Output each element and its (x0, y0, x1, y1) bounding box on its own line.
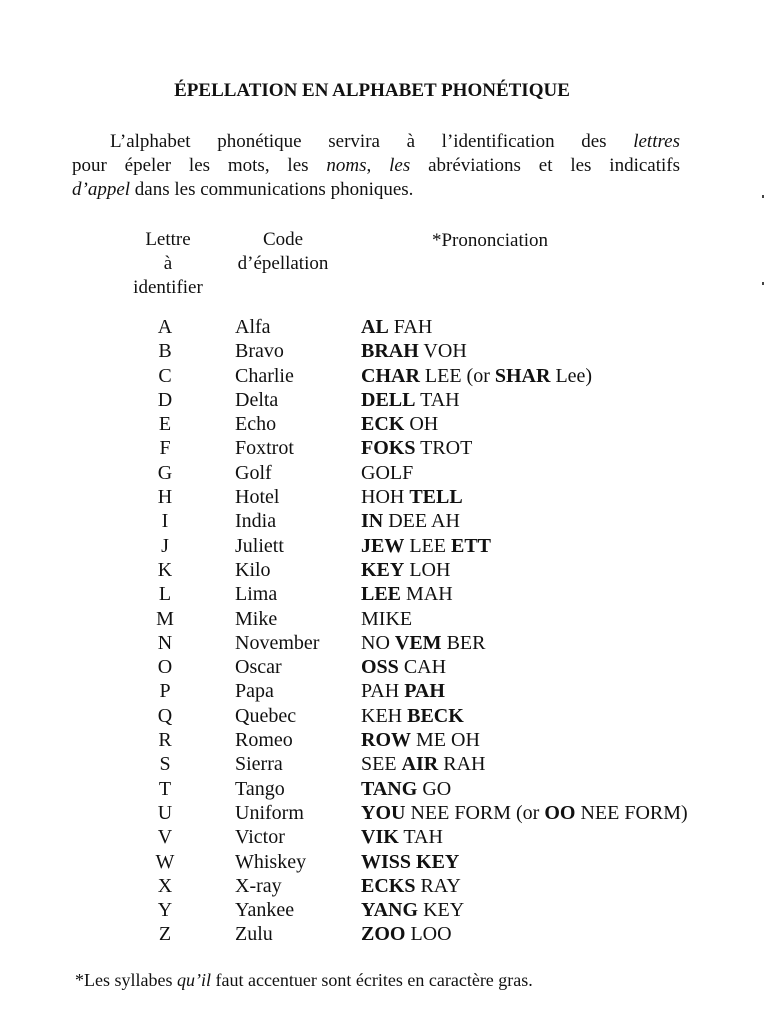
stressed-syllable: IN (361, 510, 384, 533)
row-pronunciation (361, 679, 445, 703)
row-letter: C (158, 364, 172, 387)
syllable: NEE FORM) (575, 801, 688, 824)
scan-speck (762, 282, 764, 285)
intro-line-3: d’appel dans les communications phoniques. (72, 179, 414, 200)
row-pronunciation (361, 364, 592, 388)
row-code-word: Zulu (235, 923, 273, 946)
stressed-syllable: JEW (361, 534, 405, 557)
table-row (0, 315, 768, 339)
stressed-syllable: ECK (361, 413, 405, 436)
stressed-syllable: AIR (401, 753, 439, 776)
stressed-syllable: BRAH (361, 340, 419, 363)
row-letter: H (157, 486, 173, 509)
row-code-word: Uniform (235, 801, 304, 824)
stressed-syllable: YANG (361, 899, 419, 922)
row-letter: J (161, 534, 169, 557)
intro-line-1: L’alphabet phonétique servira à l’identification des lettres (110, 131, 680, 152)
row-pronunciation (361, 777, 451, 801)
row-code-word: Hotel (235, 486, 280, 509)
row-letter: T (158, 777, 172, 800)
table-row (0, 922, 768, 946)
row-pronunciation (361, 509, 460, 533)
row-code-word: Whiskey (235, 850, 307, 873)
table-row (0, 485, 768, 509)
footnote: *Les syllabes qu’il faut accentuer sont écrites en caractère gras. (75, 970, 533, 990)
stressed-syllable: LEE (361, 583, 402, 606)
row-pronunciation (361, 607, 412, 631)
row-letter: E (158, 413, 172, 436)
row-letter: N (157, 631, 173, 654)
row-pronunciation (361, 412, 438, 436)
table-row (0, 412, 768, 436)
row-pronunciation (361, 436, 472, 460)
syllable: MAH (401, 583, 453, 606)
row-pronunciation (361, 728, 480, 752)
row-pronunciation (361, 485, 463, 509)
table-row (0, 801, 768, 825)
table-row (0, 364, 768, 388)
row-letter: F (159, 437, 171, 460)
row-pronunciation (361, 825, 443, 849)
row-pronunciation (361, 850, 459, 874)
stressed-syllable: ECKS (361, 874, 416, 897)
row-code-word: Lima (235, 583, 278, 606)
row-code-word: Echo (235, 413, 277, 436)
row-letter: A (157, 316, 173, 338)
table-row (0, 534, 768, 558)
syllable: HOH (361, 486, 410, 509)
syllable: OH (404, 413, 439, 436)
stressed-syllable: SHAR (494, 364, 551, 387)
syllable: GOLF (361, 461, 414, 484)
row-letter: W (155, 850, 175, 873)
row-code-word: November (235, 631, 320, 654)
table-row (0, 509, 768, 533)
syllable: CAH (398, 656, 447, 679)
row-letter: B (158, 340, 172, 363)
syllable: GO (417, 777, 452, 800)
syllable: TROT (415, 437, 473, 460)
syllable: BER (441, 631, 486, 654)
row-pronunciation (361, 752, 485, 776)
row-letter: K (157, 558, 173, 581)
syllable: NO (361, 631, 395, 654)
row-pronunciation (361, 898, 464, 922)
table-row (0, 777, 768, 801)
row-pronunciation (361, 704, 464, 728)
stressed-syllable: VIK (361, 826, 399, 849)
table-row (0, 461, 768, 485)
row-pronunciation (361, 388, 460, 412)
row-code-word: Charlie (235, 364, 294, 387)
row-pronunciation (361, 315, 432, 339)
row-code-word: Foxtrot (235, 437, 294, 460)
row-code-word: Juliett (235, 534, 284, 557)
syllable: LOO (405, 923, 452, 946)
table-row (0, 850, 768, 874)
row-code-word: Bravo (235, 340, 284, 363)
row-letter: V (157, 826, 173, 849)
row-code-word: India (235, 510, 277, 533)
header-pronunciation: *Prononciation (431, 230, 549, 251)
table-row (0, 582, 768, 606)
header-code: Code d’épellation (237, 229, 329, 274)
row-letter: X (157, 874, 173, 897)
scan-speck (762, 195, 764, 198)
stressed-syllable: TELL (409, 486, 463, 509)
row-code-word: Yankee (235, 899, 295, 922)
stressed-syllable: OSS (361, 656, 399, 679)
intro-paragraph (72, 130, 680, 202)
syllable: RAY (415, 874, 461, 897)
stressed-syllable: AL (361, 316, 389, 338)
stressed-syllable: VEM (394, 631, 442, 654)
syllable: LOH (404, 558, 451, 581)
stressed-syllable: WISS KEY (361, 850, 460, 873)
row-letter: L (158, 583, 172, 606)
stressed-syllable: KEY (361, 558, 405, 581)
stressed-syllable: ZOO (361, 923, 406, 946)
row-letter: G (157, 461, 173, 484)
syllable: LEE (or (419, 364, 495, 387)
stressed-syllable: FOKS (361, 437, 416, 460)
syllable: ME OH (411, 729, 480, 752)
row-letter: Q (157, 704, 173, 727)
syllable: PAH (361, 680, 405, 703)
stressed-syllable: ETT (451, 534, 492, 557)
syllable: TAH (398, 826, 443, 849)
row-code-word: Alfa (235, 316, 271, 338)
intro-line-2: pour épeler les mots, les noms, les abréviations et les indicatifs (72, 155, 680, 176)
page-title (0, 80, 768, 102)
table-row (0, 339, 768, 363)
row-pronunciation (361, 655, 446, 679)
syllable: KEH (361, 704, 408, 727)
row-letter: P (159, 680, 171, 703)
stressed-syllable: OO (544, 801, 576, 824)
table-row (0, 679, 768, 703)
table-row (0, 898, 768, 922)
table-row (0, 607, 768, 631)
stressed-syllable: YOU (361, 801, 406, 824)
row-code-word: Romeo (235, 729, 293, 752)
row-pronunciation (361, 874, 461, 898)
syllable: FAH (388, 316, 433, 338)
row-pronunciation (361, 558, 450, 582)
row-code-word: Sierra (235, 753, 283, 776)
row-code-word: Tango (235, 777, 285, 800)
title-text: ÉPELLATION EN ALPHABET PHONÉTIQUE (174, 80, 570, 101)
table-row (0, 752, 768, 776)
row-letter: D (157, 388, 173, 411)
table-row (0, 874, 768, 898)
row-pronunciation (361, 801, 688, 825)
syllable: KEY (418, 899, 465, 922)
row-code-word: Quebec (235, 704, 297, 727)
stressed-syllable: PAH (404, 680, 445, 703)
row-code-word: X-ray (235, 874, 282, 897)
row-pronunciation (361, 461, 413, 485)
table-row (0, 436, 768, 460)
header-letter: Lettre à identifier (133, 229, 203, 298)
table-row (0, 825, 768, 849)
table-row (0, 631, 768, 655)
row-letter: S (159, 753, 171, 776)
row-code-word: Oscar (235, 656, 282, 679)
row-pronunciation (361, 339, 467, 363)
row-code-word: Golf (235, 461, 272, 484)
row-letter: Z (158, 923, 172, 946)
row-code-word: Papa (235, 680, 274, 703)
row-letter: Y (157, 899, 173, 922)
stressed-syllable: CHAR (361, 364, 420, 387)
row-code-word: Victor (235, 826, 285, 849)
syllable: TAH (415, 388, 460, 411)
table-row (0, 388, 768, 412)
syllable: VOH (418, 340, 467, 363)
row-letter: M (156, 607, 174, 630)
stressed-syllable: BECK (407, 704, 464, 727)
syllable: MIKE (361, 607, 413, 630)
stressed-syllable: TANG (361, 777, 418, 800)
row-pronunciation (361, 582, 453, 606)
row-pronunciation (361, 631, 485, 655)
syllable: LEE (404, 534, 451, 557)
table-row (0, 655, 768, 679)
stressed-syllable: DELL (361, 388, 416, 411)
row-pronunciation (361, 534, 491, 558)
row-letter: R (158, 729, 172, 752)
syllable: DEE AH (383, 510, 460, 533)
alphabet-table (0, 315, 768, 947)
syllable: RAH (438, 753, 486, 776)
row-letter: O (157, 656, 173, 679)
row-code-word: Kilo (235, 558, 271, 581)
syllable: Lee) (550, 364, 593, 387)
table-row (0, 704, 768, 728)
row-letter: U (157, 801, 173, 824)
row-code-word: Delta (235, 388, 279, 411)
row-letter: I (161, 510, 169, 533)
syllable: NEE FORM (or (405, 801, 545, 824)
syllable: SEE (361, 753, 402, 776)
table-row (0, 728, 768, 752)
row-pronunciation (361, 922, 452, 946)
stressed-syllable: ROW (361, 729, 411, 752)
row-code-word: Mike (235, 607, 278, 630)
table-row (0, 558, 768, 582)
